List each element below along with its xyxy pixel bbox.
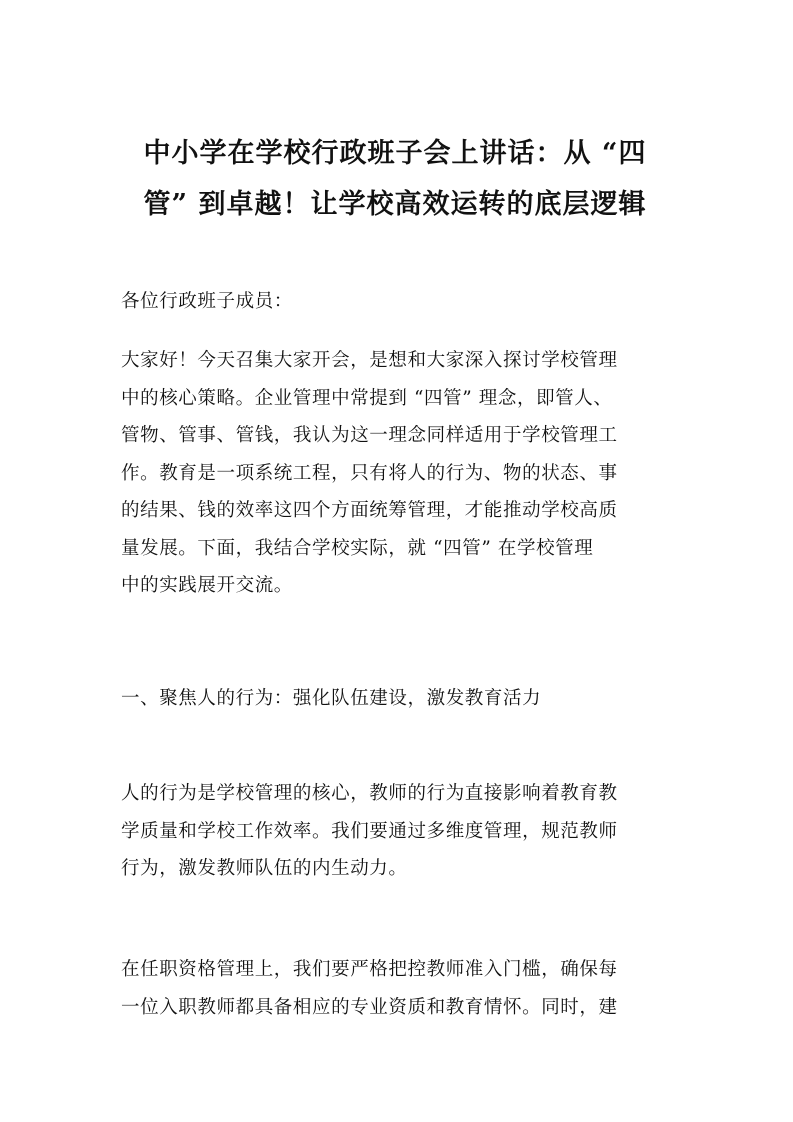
text-line: 作。教育是一项系统工程，只有将人的行为、物的状态、事: [121, 462, 618, 484]
salutation-text: 各位行政班子成员：: [121, 291, 293, 312]
text-line: 人的行为是学校管理的核心，教师的行为直接影响着教育教: [121, 783, 618, 804]
section-heading: [121, 680, 677, 718]
text-line: 一位入职教师都具备相应的专业资质和教育情怀。同时，建: [121, 996, 618, 1018]
text-line: 学质量和学校工作效率。我们要通过多维度管理，规范教师: [121, 820, 618, 842]
salutation: [121, 283, 677, 321]
text-line: 行为，激发教师队伍的内生动力。: [121, 858, 408, 879]
text-line: 中的实践展开交流。: [121, 575, 293, 596]
text-line: 的结果、钱的效率这四个方面统筹管理，才能推动学校高质: [121, 500, 618, 521]
body-paragraph: [121, 951, 677, 1026]
text-line: 大家好！今天召集大家开会，是想和大家深入探讨学校管理: [121, 350, 618, 371]
document-title: [115, 128, 675, 230]
title-line: 管” 到卓越！让学校高效运转的底层逻辑: [143, 189, 647, 220]
section-heading-text: 一、聚焦人的行为：强化队伍建设，激发教育活力: [121, 688, 542, 709]
text-line: 中的核心策略。企业管理中常提到 “四管” 理念，即管人、: [121, 387, 613, 409]
text-line: 管物、管事、管钱，我认为这一理念同样适用于学校管理工: [121, 425, 618, 446]
intro-paragraph: [121, 342, 677, 605]
body-paragraph: [121, 775, 677, 888]
title-line: 中小学在学校行政班子会上讲话：从 “四: [143, 138, 647, 169]
text-line: 量发展。下面，我结合学校实际，就 “四管” 在学校管理: [121, 537, 594, 559]
text-line: 在任职资格管理上，我们要严格把控教师准入门槛，确保每: [121, 959, 618, 980]
